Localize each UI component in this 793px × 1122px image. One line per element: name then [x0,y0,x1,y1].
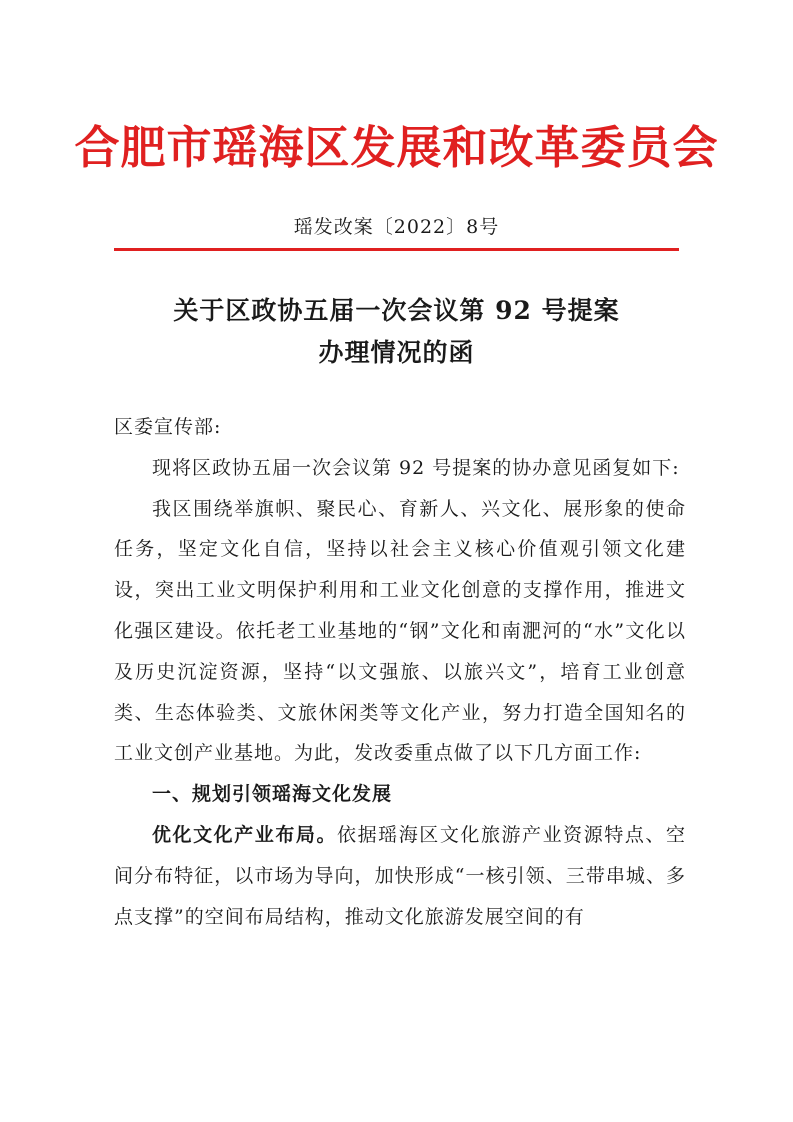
document-title [0,290,793,374]
section-1-paragraph [114,815,686,937]
section-1-lead-sentence: 优化文化产业布局。 [152,823,338,846]
salutation: 区委宣传部: [114,416,222,438]
intro-paragraph: 现将区政协五届一次会议第 92 号提案的协办意见函复如下: [152,456,680,479]
section-1-text: 依据瑶海区文化旅游产业资源特点、空间分布特征，以市场为导向，加快形成“一核引领、三带串城、多点支撑”的空间布局结构，推动文化旅游发展空间的有 [114,823,686,928]
red-divider-line [114,248,679,251]
document-number: 瑶发改案〔2022〕8号 [293,216,500,238]
body-paragraph-1: 我区围绕举旗帜、聚民心、育新人、兴文化、展形象的使命任务，坚定文化自信，坚持以社会主义核心价值观引领文化建设，突出工业文明保护利用和工业文化创意的支撑作用，推进文化强区建设。依托老工业基地的“钢”文化和南淝河的“水”文化以及历史沉淀资源，坚持“以文强旅、以旅兴文”，培育工业创意类、生态体验类、文旅休闲类等文化产业，努力打造全国知名的工业文创产业基地。为此，发改委重点做了以下几方面工作: [114,497,686,765]
issuing-organization-name: 合肥市瑶海区发展和改革委员会 [74,121,719,174]
document-title-line-1: 关于区政协五届一次会议第 92 号提案 [173,296,620,325]
section-heading-1: 一、规划引领瑶海文化发展 [152,783,393,806]
document-title-line-2: 办理情况的函 [318,338,475,367]
document-body [114,407,686,937]
